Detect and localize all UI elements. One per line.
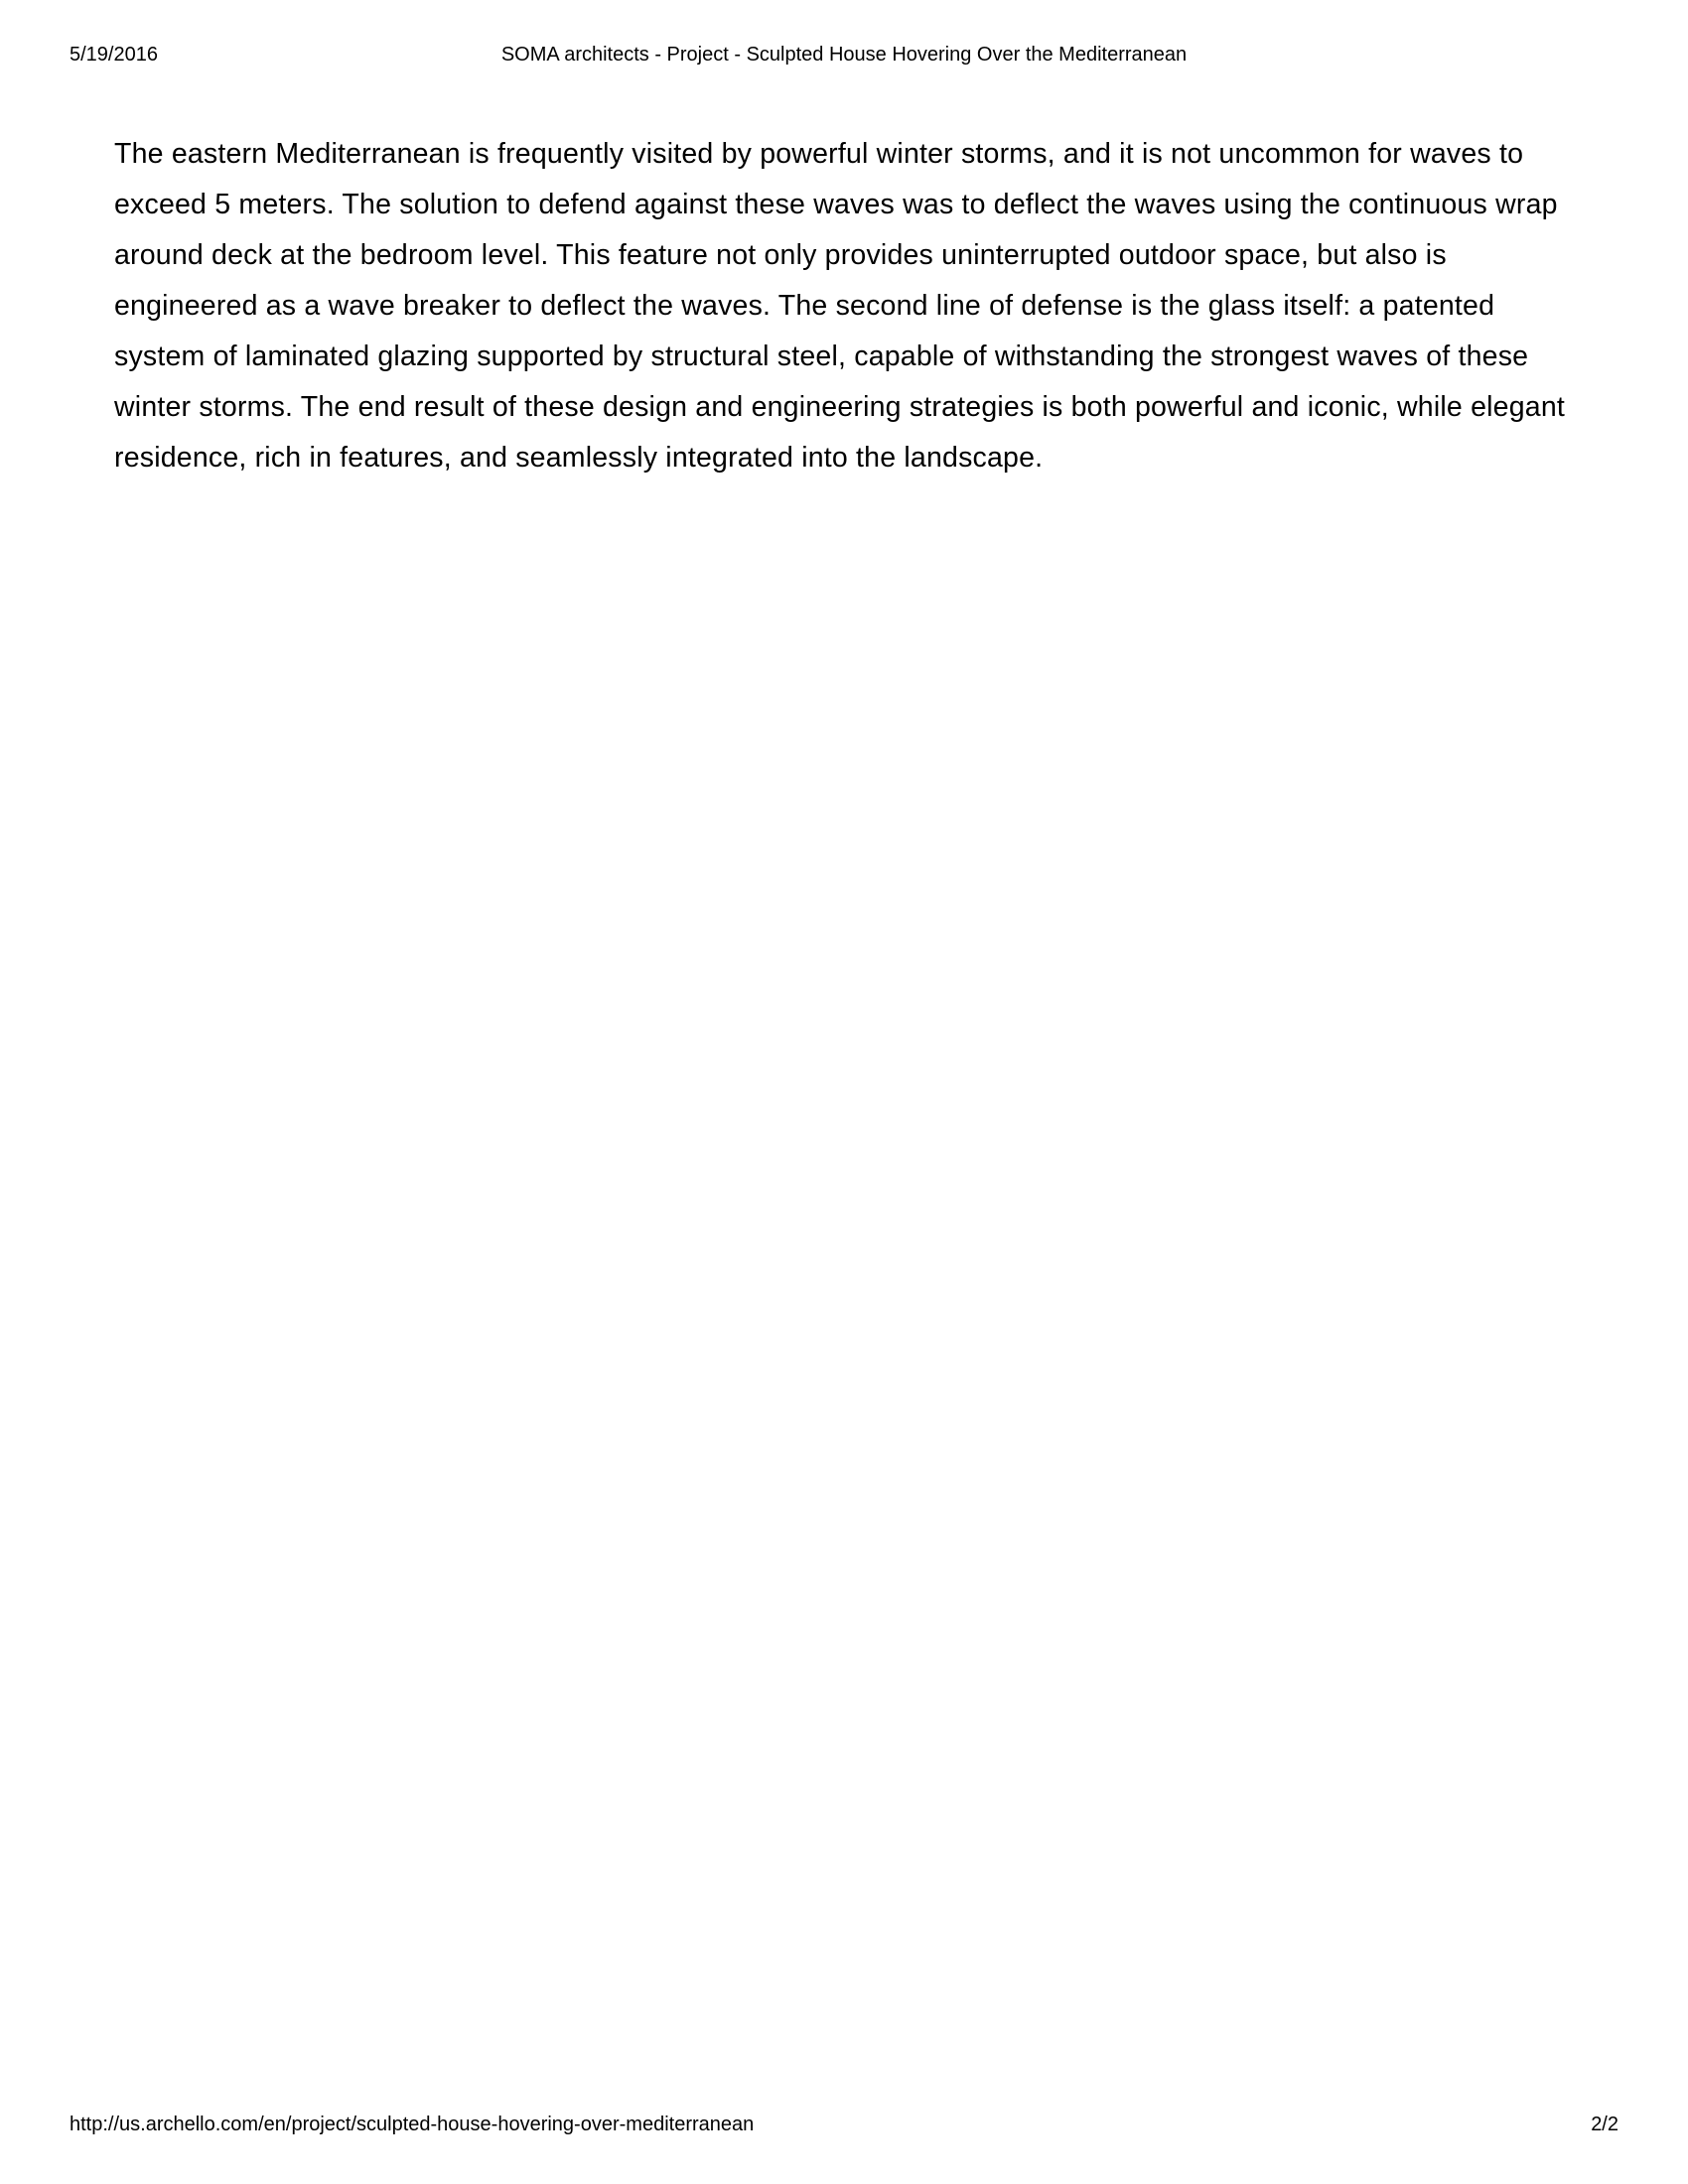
print-date: 5/19/2016 — [70, 44, 158, 66]
page-header — [70, 40, 1618, 69]
body-paragraph: The eastern Mediterranean is frequently visited by powerful winter storms, and it is not uncommon for waves to exceed 5 meters. The solution to defend against these waves was to deflect the waves using the continuous wrap around deck at the bedroom level. This feature not only provides uninterrupted outdoor space, but also is engineered as a wave breaker to deflect the waves. The second line of defense is the glass itself: a patented system of laminated glazing supported by structural steel, capable of withstanding the strongest waves of these winter storms. The end result of these design and engineering strategies is both powerful and iconic, while elegant residence, rich in features, and seamlessly integrated into the landscape. — [114, 138, 1565, 474]
source-url: http://us.archello.com/en/project/sculpted-house-hovering-over-mediterranean — [70, 2114, 755, 2135]
document-title: SOMA architects - Project - Sculpted House Hovering Over the Mediterranean — [500, 44, 1188, 66]
page-footer — [70, 2110, 1618, 2139]
page-number: 2/2 — [1591, 2114, 1618, 2135]
article-body — [114, 129, 1584, 483]
